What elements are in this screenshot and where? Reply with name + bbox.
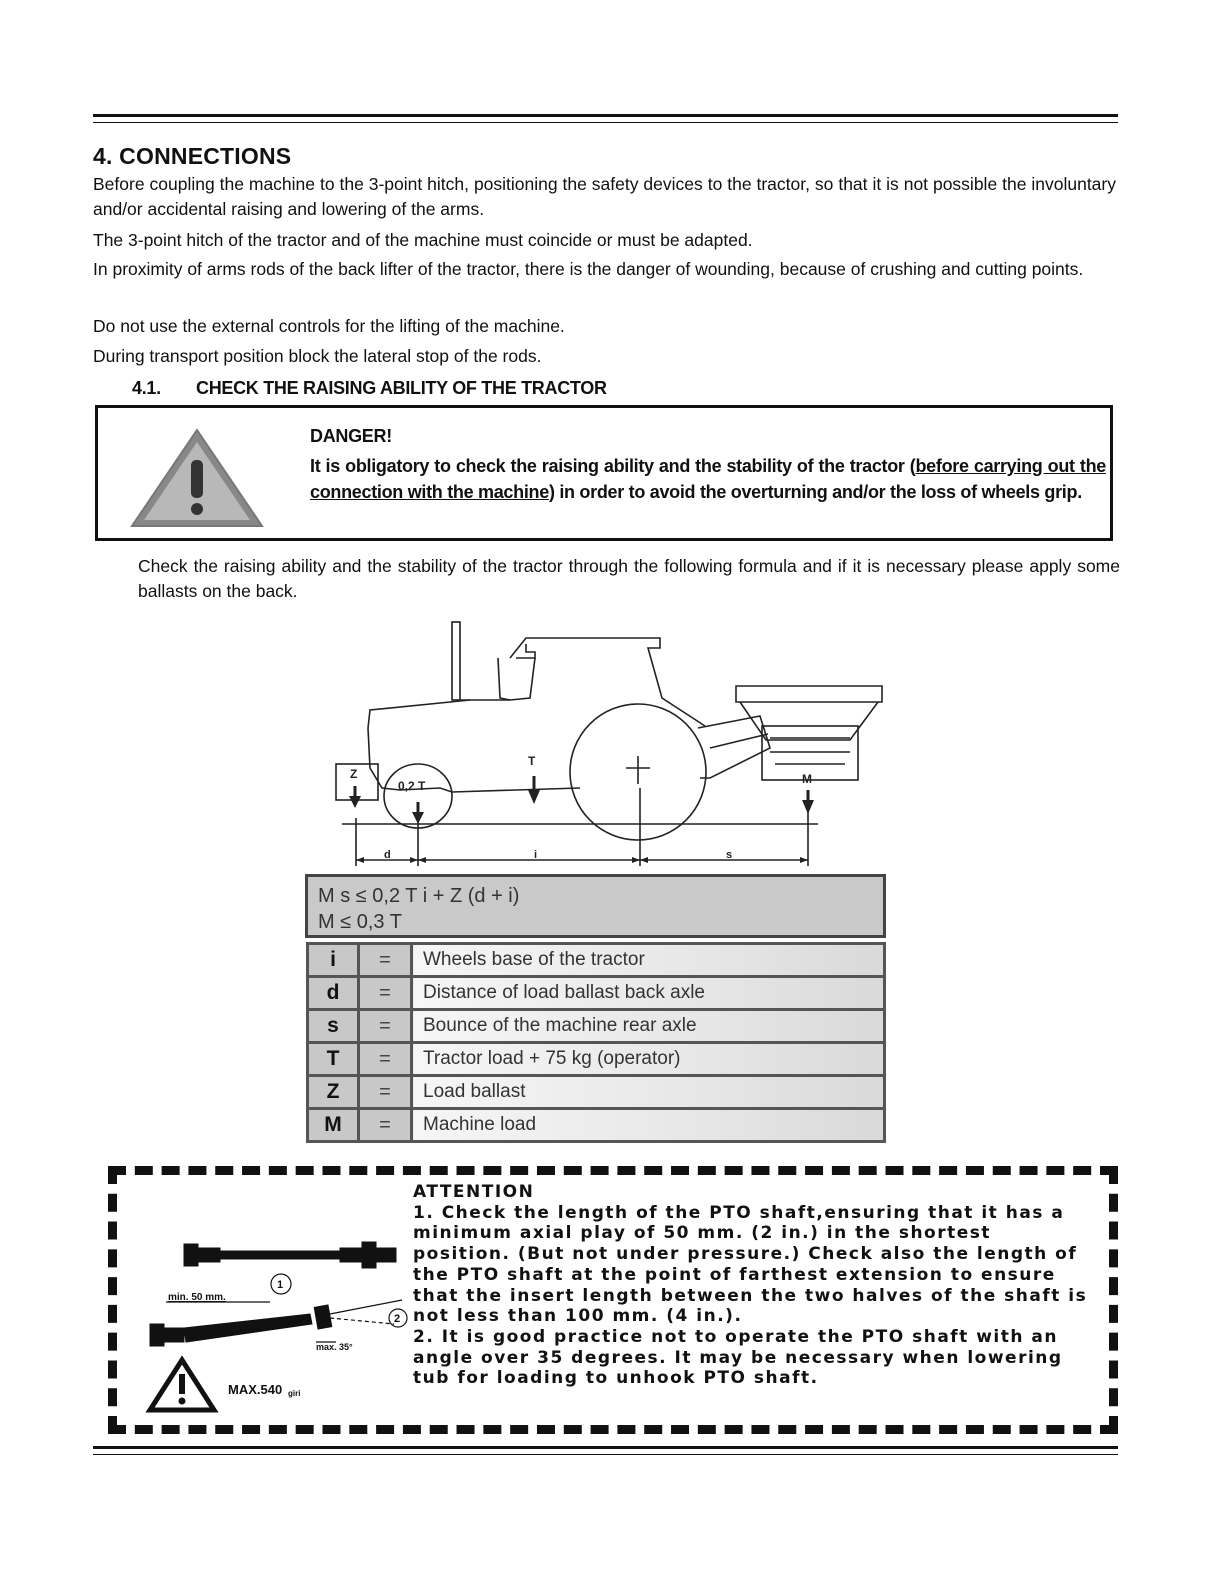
danger-text-underlined: before carrying out the connection with the machine [310,456,1106,502]
subsection-title: CHECK THE RAISING ABILITY OF THE TRACTOR [196,378,607,398]
legend-description: Load ballast [412,1076,885,1109]
section-title: 4. CONNECTIONS [93,143,292,169]
legend-equals: = [359,1010,412,1043]
legend-equals: = [359,1109,412,1142]
pto-label-speed: MAX.540 [228,1382,283,1397]
formula-line-2: M ≤ 0,3 T [318,911,402,933]
legend-description: Machine load [412,1109,885,1142]
intro-paragraph: Check the raising ability and the stability of the tractor through the following formula and if it is necessary please apply some ballasts on the back. [138,556,1120,601]
legend-row [308,1076,885,1109]
legend-symbol: Z [308,1076,359,1109]
paragraph-5: During transport position block the lateral stop of the rods. [93,346,542,366]
subsection-heading [132,378,607,399]
diagram-label-t: T [528,754,536,768]
pto-label-min: min. 50 mm. [168,1292,226,1303]
diagram-label-d: d [384,849,391,861]
legend-symbol: T [308,1043,359,1076]
legend-equals: = [359,944,412,977]
legend-symbol: s [308,1010,359,1043]
diagram-label-m: M [802,772,812,786]
legend-equals: = [359,977,412,1010]
pto-label-speed-unit: giri [288,1389,301,1398]
pto-marker-2: 2 [394,1313,401,1325]
pto-shaft-illustration [140,1228,410,1418]
formula-line-1: M s ≤ 0,2 T i + Z (d + i) [318,885,520,907]
legend-description: Tractor load + 75 kg (operator) [412,1043,885,1076]
legend-symbol: i [308,944,359,977]
legend-description: Bounce of the machine rear axle [412,1010,885,1043]
danger-title: DANGER! [310,426,392,446]
legend-table [306,942,886,1143]
diagram-label-i: i [534,849,538,861]
formula-box [305,874,886,938]
paragraph-2: The 3-point hitch of the tractor and of the machine must coincide or must be adapted. [93,230,753,250]
legend-row [308,1043,885,1076]
subsection-number: 4.1. [132,378,161,398]
attention-point-1: 1. Check the length of the PTO shaft,ensuring that it has a minimum axial play of 50 mm. (2 in.) in the shortest position. (But not under pressure.) Check also the length of the PTO shaft at the point of farthest extension to ensure that the insert length between the two halves of the shaft is not less than 100 mm. (4 in.). [413,1202,1088,1327]
legend-symbol: M [308,1109,359,1142]
attention-title: ATTENTION [413,1182,535,1202]
legend-description: Distance of load ballast back axle [412,977,885,1010]
top-rule-thin [93,122,1118,123]
legend-row [308,944,885,977]
top-rule [93,114,1118,117]
diagram-label-front: 0,2 T [398,779,426,793]
warning-triangle-icon [128,426,266,530]
legend-row [308,977,885,1010]
attention-text [413,1182,1093,1389]
pto-marker-1: 1 [277,1279,284,1291]
pto-label-max-angle: max. 35° [316,1342,353,1352]
diagram-label-z: Z [350,767,358,781]
bottom-rule [93,1446,1118,1449]
diagram-label-s: s [726,849,733,861]
legend-row [308,1109,885,1142]
paragraph-1: Before coupling the machine to the 3-point hitch, positioning the safety devices to the tractor, so that it is not possible the involuntary and/or accidental raising and lowering of the arms. [93,174,1116,219]
paragraph-3: In proximity of arms rods of the back lifter of the tractor, there is the danger of wounding, because of crushing and cutting points. [93,259,1084,279]
legend-symbol: d [308,977,359,1010]
legend-equals: = [359,1043,412,1076]
attention-point-2: 2. It is good practice not to operate the PTO shaft with an angle over 35 degrees. It may be necessary when lowering tub for loading to unhook PTO shaft. [413,1326,1063,1389]
legend-description: Wheels base of the tractor [412,944,885,977]
legend-row [308,1010,885,1043]
danger-text [310,453,1106,505]
danger-text-after: ) in order to avoid the overturning and/or the loss of wheels grip. [548,482,1082,502]
tractor-diagram [330,618,890,870]
paragraph-4: Do not use the external controls for the lifting of the machine. [93,316,565,336]
danger-text-before: It is obligatory to check the raising ability and the stability of the tractor ( [310,456,916,476]
bottom-rule-thin [93,1454,1118,1455]
legend-equals: = [359,1076,412,1109]
